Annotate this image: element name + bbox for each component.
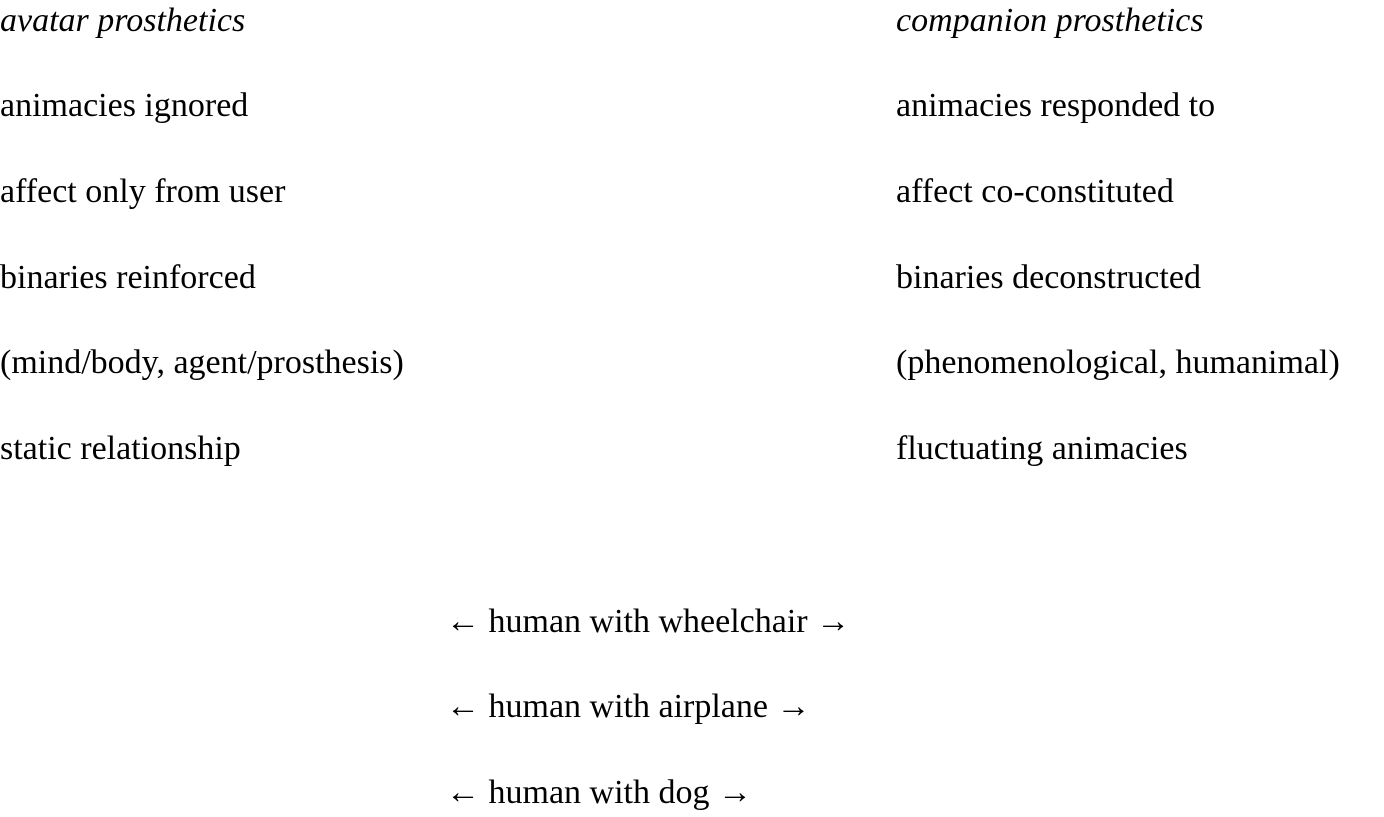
spectrum-item: ← human with dog → xyxy=(446,774,752,811)
left-column-item: affect only from user xyxy=(0,173,286,210)
right-column-item: fluctuating animacies xyxy=(896,430,1188,467)
left-column-item: (mind/body, agent/prosthesis) xyxy=(0,344,404,381)
right-column-heading: companion prosthetics xyxy=(896,2,1204,39)
left-column-heading: avatar prosthetics xyxy=(0,2,246,39)
left-column-item: animacies ignored xyxy=(0,87,249,124)
spectrum-item: ← human with wheelchair → xyxy=(446,603,851,640)
spectrum-item: ← human with airplane → xyxy=(446,688,811,725)
right-column-item: (phenomenological, humanimal) xyxy=(896,344,1340,381)
right-column-item: animacies responded to xyxy=(896,87,1216,124)
right-column-item: affect co-constituted xyxy=(896,173,1174,210)
left-column-item: binaries reinforced xyxy=(0,259,256,296)
right-column-item: binaries deconstructed xyxy=(896,259,1201,296)
left-column-item: static relationship xyxy=(0,430,241,467)
